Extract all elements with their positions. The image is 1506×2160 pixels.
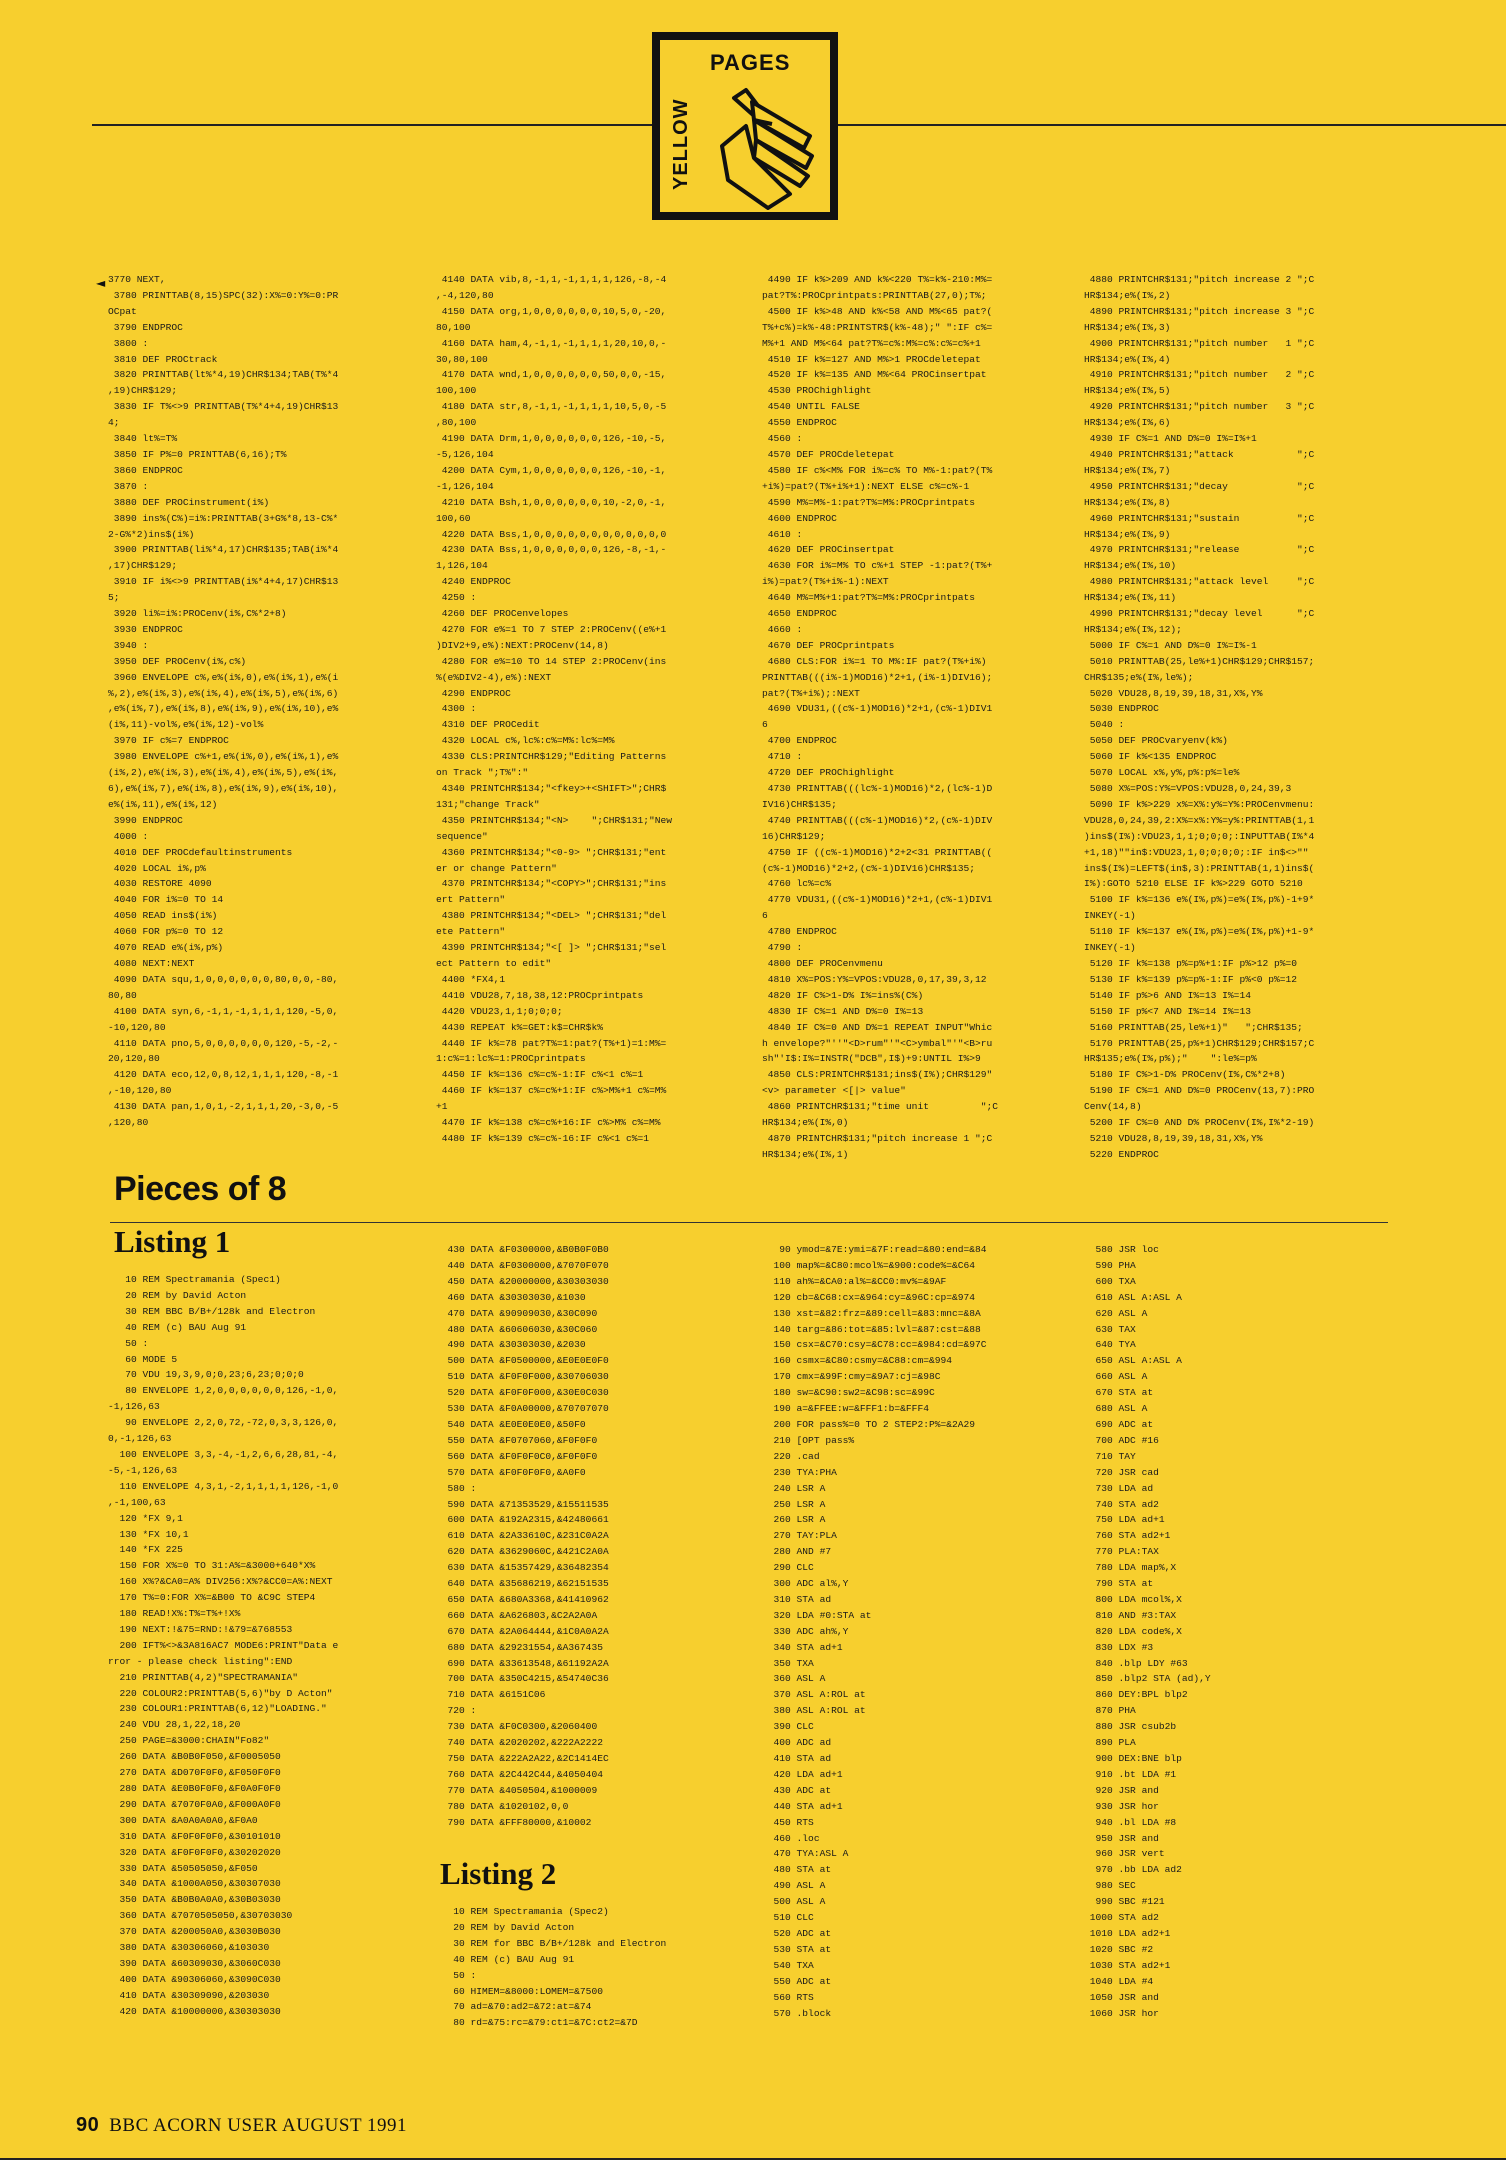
magazine-title: BBC ACORN USER AUGUST 1991 (109, 2115, 407, 2136)
badge-panel (660, 40, 830, 212)
listing-column-2: 4140 DATA vib,8,-1,1,-1,1,1,1,126,-8,-4 ,-4,120,80 4150 DATA org,1,0,0,0,0,0,0,10,5,0,-20, 80,100 4160 DATA ham,4,-1,1,-1,1,1,1,20,10,0,- 30,80,100 4170 DATA wnd,1,0,0,0,0,0,0,50,0,0,-15, 100,100 4180 DATA str,8,-1,1,-1,1,1,1,10,5,0,-5 ,80,100 4190 DATA Drm,1,0,0,0,0,0,0,126,-10,-5, -5,126,104 4200 DATA Cym,1,0,0,0,0,0,0,126,-10,-1, -1,126,104 4210 DATA Bsh,1,0,0,0,0,0,0,10,-2,0,-1, 100,60 4220 DATA Bss,1,0,0,0,0,0,0,0,0,0,0,0,0 4230 DATA Bss,1,0,0,0,0,0,0,126,-8,-1,- 1,126,104 4240 ENDPROC 4250 : 4260 DEF PROCenvelopes 4270 FOR e%=1 TO 7 STEP 2:PROCenv((e%+1 )DIV2+9,e%):NEXT:PROCenv(14,8) 4280 FOR e%=10 TO 14 STEP 2:PROCenv(ins %(e%DIV2-4),e%):NEXT 4290 ENDPROC 4300 : 4310 DEF PROCedit 4320 LOCAL c%,lc%:c%=M%:lc%=M% 4330 CLS:PRINTCHR$129;"Editing Patterns on Track ";T%":" 4340 PRINTCHR$134;"<fkey>+<SHIFT>";CHR$ 131;"change Track" 4350 PRINTCHR$134;"<N> ";CHR$131;"New sequence" 4360 PRINTCHR$134;"<0-9> ";CHR$131;"ent er or change Pattern" 4370 PRINTCHR$134;"<COPY>";CHR$131;"ins ert Pattern" 4380 PRINTCHR$134;"<DEL> ";CHR$131;"del ete Pattern" 4390 PRINTCHR$134;"<[ ]> ";CHR$131;"sel ect Pattern to edit" 4400 *FX4,1 4410 VDU28,7,18,38,12:PROCprintpats 4420 VDU23,1,1;0;0;0; 4430 REPEAT k%=GET:k$=CHR$k% 4440 IF k%=78 pat?T%=1:pat?(T%+1)=1:M%= 1:c%=1:lc%=1:PROCprintpats 4450 IF k%=136 c%=c%-1:IF c%<1 c%=1 4460 IF k%=137 c%=c%+1:IF c%>M%+1 c%=M% +1 4470 IF k%=138 c%=c%+16:IF c%>M% c%=M% 4480 IF k%=139 c%=c%-16:IF c%<1 c%=1 (436, 274, 673, 1144)
listing-column-4: 4880 PRINTCHR$131;"pitch increase 2 ";C HR$134;e%(I%,2) 4890 PRINTCHR$131;"pitch increase 3 ";C HR$134;e%(I%,3) 4900 PRINTCHR$131;"pitch number 1 ";C HR$134;e%(I%,4) 4910 PRINTCHR$131;"pitch number 2 ";C HR$134;e%(I%,5) 4920 PRINTCHR$131;"pitch number 3 ";C HR$134;e%(I%,6) 4930 IF C%=1 AND D%=0 I%=I%+1 4940 PRINTCHR$131;"attack ";C HR$134;e%(I%,7) 4950 PRINTCHR$131;"decay ";C HR$134;e%(I%,8) 4960 PRINTCHR$131;"sustain ";C HR$134;e%(I%,9) 4970 PRINTCHR$131;"release ";C HR$134;e%(I%,10) 4980 PRINTCHR$131;"attack level ";C HR$134;e%(I%,11) 4990 PRINTCHR$131;"decay level ";C HR$134;e%(I%,12); 5000 IF C%=1 AND D%=0 I%=I%-1 5010 PRINTTAB(25,le%+1)CHR$129;CHR$157; CHR$135;e%(I%,le%); 5020 VDU28,8,19,39,18,31,X%,Y% 5030 ENDPROC 5040 : 5050 DEF PROCvaryenv(k%) 5060 IF k%<135 ENDPROC 5070 LOCAL x%,y%,p%:p%=le% 5080 X%=POS:Y%=VPOS:VDU28,0,24,39,3 5090 IF k%>229 x%=X%:y%=Y%:PROCenvmenu: VDU28,0,24,39,2:X%=x%:Y%=y%:PRINTTAB(1,1 )ins$(I%):VDU23,1,1;0;0;0;:INPUTTAB(I%*4 +1,18)""in$:VDU23,1,0;0;0;0;:IF in$<>"" ins$(I%)=LEFT$(in$,3):PRINTTAB(1,1)ins$( I%):GOTO 5210 ELSE IF k%>229 GOTO 5210 5100 IF k%=136 e%(I%,p%)=e%(I%,p%)-1+9* INKEY(-1) 5110 IF k%=137 e%(I%,p%)=e%(I%,p%)+1-9* INKEY(-1) 5120 IF k%=138 p%=p%+1:IF p%>12 p%=0 5130 IF k%=139 p%=p%-1:IF p%<0 p%=12 5140 IF p%>6 AND I%=13 I%=14 5150 IF p%<7 AND I%=14 I%=13 5160 PRINTTAB(25,le%+1)" ";CHR$135; 5170 PRINTTAB(25,p%+1)CHR$129;CHR$157;C HR$135;e%(I%,p%);" ":le%=p% 5180 IF C%>1-D% PROCenv(I%,C%*2+8) 5190 IF C%=1 AND D%=0 PROCenv(13,7):PRO Cenv(14,8) 5200 IF C%=0 AND D% PROCenv(I%,I%*2-19) 5210 VDU28,8,19,39,18,31,X%,Y% 5220 ENDPROC (1084, 274, 1315, 1160)
listing-column-6: 580 JSR loc 590 PHA 600 TXA 610 ASL A:ASL A 620 ASL A 630 TAX 640 TYA 650 ASL A:ASL A 660 ASL A 670 STA at 680 ASL A 690 ADC at 700 ADC #16 710 TAY 720 JSR cad 730 LDA ad 740 STA ad2 750 LDA ad+1 760 STA ad2+1 770 PLA:TAX 780 LDA map%,X 790 STA at 800 LDA mcol%,X 810 AND #3:TAX 820 LDA code%,X 830 LDX #3 840 .blp LDY #63 850 .blp2 STA (ad),Y 860 DEY:BPL blp2 870 PHA 880 JSR csub2b 890 PLA 900 DEX:BNE blp 910 .bt LDA #1 920 JSR and 930 JSR hor 940 .bl LDA #8 950 JSR and 960 JSR vert 970 .bb LDA ad2 980 SEC 990 SBC #121 1000 STA ad2 1010 LDA ad2+1 1020 SBC #2 1030 STA ad2+1 1040 LDA #4 1050 JSR and 1060 JSR hor (1089, 1244, 1211, 2019)
listing-1-column-1: 10 REM Spectramania (Spec1) 20 REM by David Acton 30 REM BBC B/B+/128k and Electron 40 REM (c) BAU Aug 91 50 : 60 MODE 5 70 VDU 19,3,9,0;0,23;6,23;0;0;0 80 ENVELOPE 1,2,0,0,0,0,0,0,126,-1,0, -1,126,63 90 ENVELOPE 2,2,0,72,-72,0,3,3,126,0, 0,-1,126,63 100 ENVELOPE 3,3,-4,-1,2,6,6,28,81,-4, -5,-1,126,63 110 ENVELOPE 4,3,1,-2,1,1,1,1,126,-1,0 ,-1,100,63 120 *FX 9,1 130 *FX 10,1 140 *FX 225 150 FOR X%=0 TO 31:A%=&3000+640*X% 160 X%?&CA0=A% DIV256:X%?&CC0=A%:NEXT 170 T%=0:FOR X%=&B00 TO &C9C STEP4 180 READ!X%:T%=T%+!X% 190 NEXT:!&75=RND:!&79=&768553 200 IFT%<>&3A816AC7 MODE6:PRINT"Data e rror - please check listing":END 210 PRINTTAB(4,2)"SPECTRAMANIA" 220 COLOUR2:PRINTTAB(5,6)"by D Acton" 230 COLOUR1:PRINTTAB(6,12)"LOADING." 240 VDU 28,1,22,18,20 250 PAGE=&3000:CHAIN"Fo82" 260 DATA &B0B0F050,&F0005050 270 DATA &D070F0F0,&F050F0F0 280 DATA &E0B0F0F0,&F0A0F0F0 290 DATA &7070F0A0,&F000A0F0 300 DATA &A0A0A0A0,&F0A0 310 DATA &F0F0F0F0,&30101010 320 DATA &F0F0F0F0,&30202020 330 DATA &50505050,&F050 340 DATA &1000A050,&30307030 350 DATA &B0B0A0A0,&30B03030 360 DATA &7070505050,&30703030 370 DATA &200050A0,&3030B030 380 DATA &30306060,&103030 390 DATA &60309030,&3060C030 400 DATA &90306060,&3090C030 410 DATA &30309090,&203030 420 DATA &10000000,&30303030 (108, 1274, 339, 2017)
pointing-hand-icon (694, 76, 828, 210)
listing-2-heading: Listing 2 (440, 1856, 557, 1891)
yellow-pages-badge (652, 32, 838, 220)
arrow-marker-icon: ◄ (96, 276, 106, 290)
page-footer (76, 2114, 407, 2137)
listing-column-5: 90 ymod=&7E:ymi=&7F:read=&80:end=&84 100 map%=&C80:mcol%=&900:code%=&C64 110 ah%=&CA0:al%=&CC0:mv%=&9AF 120 cb=&C68:cx=&964:cy=&96C:cp=&974 130 xst=&82:frz=&89:cell=&83:mnc=&8A 140 targ=&86:tot=&85:lvl=&87:cst=&88 150 csx=&C70:csy=&C78:cc=&984:cd=&97C 160 csmx=&C80:csmy=&C88:cm=&994 170 cmx=&99F:cmy=&9A7:cj=&98C 180 sw=&C90:sw2=&C98:sc=&99C 190 a=&FFEE:w=&FFF1:b=&FFF4 200 FOR pass%=0 TO 2 STEP2:P%=&2A29 210 [OPT pass% 220 .cad 230 TYA:PHA 240 LSR A 250 LSR A 260 LSR A 270 TAY:PLA 280 AND #7 290 CLC 300 ADC al%,Y 310 STA ad 320 LDA #0:STA at 330 ADC ah%,Y 340 STA ad+1 350 TXA 360 ASL A 370 ASL A:ROL at 380 ASL A:ROL at 390 CLC 400 ADC ad 410 STA ad 420 LDA ad+1 430 ADC at 440 STA ad+1 450 RTS 460 .loc 470 TYA:ASL A 480 STA at 490 ASL A 500 ASL A 510 CLC 520 ADC at 530 STA at 540 TXA 550 ADC at 560 RTS 570 .block (773, 1244, 987, 2019)
section-rule (110, 1222, 1388, 1223)
listing-2-code: 10 REM Spectramania (Spec2) 20 REM by David Acton 30 REM for BBC B/B+/128k and Electron 40 REM (c) BAU Aug 91 50 : 60 HIMEM=&8000:LOMEM=&7500 70 ad=&70:ad2=&72:at=&74 80 rd=&75:rc=&79:ct1=&7C:ct2=&7D (453, 1906, 667, 2029)
listing-1-column-2: 430 DATA &F0300000,&B0B0F0B0 440 DATA &F0300000,&7070F070 450 DATA &20000000,&30303030 460 DATA &30303030,&1030 470 DATA &90909030,&30C090 480 DATA &60606030,&30C060 490 DATA &30303030,&2030 500 DATA &F0500000,&E0E0E0F0 510 DATA &F0F0F000,&30706030 520 DATA &F0F0F000,&30E0C030 530 DATA &F0A00000,&70707070 540 DATA &E0E0E0E0,&50F0 550 DATA &F0707060,&F0F0F0 560 DATA &F0F0F0C0,&F0F0F0 570 DATA &F0F0F0F0,&A0F0 580 : 590 DATA &71353529,&15511535 600 DATA &192A2315,&42480661 610 DATA &2A33610C,&231C0A2A 620 DATA &3629060C,&421C2A0A 630 DATA &15357429,&36482354 640 DATA &35686219,&62151535 650 DATA &680A3368,&41410962 660 DATA &A626803,&C2A2A0A 670 DATA &2A064444,&1C0A0A2A 680 DATA &29231554,&A367435 690 DATA &33613548,&61192A2A 700 DATA &350C4215,&54740C36 710 DATA &6151C06 720 : 730 DATA &F0C0300,&2060400 740 DATA &2020202,&222A2222 750 DATA &222A2A22,&2C1414EC 760 DATA &2C442C44,&4050404 770 DATA &4050504,&1000009 780 DATA &1020102,0,0 790 DATA &FFF80000,&10002 (447, 1244, 609, 1828)
listing-column-1: 3770 NEXT, 3780 PRINTTAB(8,15)SPC(32):X%=0:Y%=0:PR OCpat 3790 ENDPROC 3800 : 3810 DEF PROCtrack 3820 PRINTTAB(lt%*4,19)CHR$134;TAB(T%*4 ,19)CHR$129; 3830 IF T%<>9 PRINTTAB(T%*4+4,19)CHR$13 4; 3840 lt%=T% 3850 IF P%=0 PRINTTAB(6,16);T% 3860 ENDPROC 3870 : 3880 DEF PROCinstrument(i%) 3890 ins%(C%)=i%:PRINTTAB(3+G%*8,13-C%* 2-G%*2)ins$(i%) 3900 PRINTTAB(li%*4,17)CHR$135;TAB(i%*4 ,17)CHR$129; 3910 IF i%<>9 PRINTTAB(i%*4+4,17)CHR$13 5; 3920 li%=i%:PROCenv(i%,C%*2+8) 3930 ENDPROC 3940 : 3950 DEF PROCenv(i%,c%) 3960 ENVELOPE c%,e%(i%,0),e%(i%,1),e%(i %,2),e%(i%,3),e%(i%,4),e%(i%,5),e%(i%,6) ,e%(i%,7),e%(i%,8),e%(i%,9),e%(i%,10),e% (i%,11)-vol%,e%(i%,12)-vol% 3970 IF c%=7 ENDPROC 3980 ENVELOPE c%+1,e%(i%,0),e%(i%,1),e% (i%,2),e%(i%,3),e%(i%,4),e%(i%,5),e%(i%, 6),e%(i%,7),e%(i%,8),e%(i%,9),e%(i%,10), e%(i%,11),e%(i%,12) 3990 ENDPROC 4000 : 4010 DEF PROCdefaultinstruments 4020 LOCAL i%,p% 4030 RESTORE 4090 4040 FOR i%=0 TO 14 4050 READ ins$(i%) 4060 FOR p%=0 TO 12 4070 READ e%(i%,p%) 4080 NEXT:NEXT 4090 DATA squ,1,0,0,0,0,0,0,80,0,0,-80, 80,80 4100 DATA syn,6,-1,1,-1,1,1,1,120,-5,0, -10,120,80 4110 DATA pno,5,0,0,0,0,0,0,120,-5,-2,- 20,120,80 4120 DATA eco,12,0,8,12,1,1,1,120,-8,-1 ,-10,120,80 4130 DATA pan,1,0,1,-2,1,1,1,20,-3,0,-5 ,120,80 (108, 274, 339, 1129)
badge-pages-label: PAGES (710, 50, 791, 75)
listing-1-heading: Listing 1 (114, 1224, 231, 1259)
listing-column-3: 4490 IF k%>209 AND k%<220 T%=k%-210:M%= pat?T%:PROCprintpats:PRINTTAB(27,0);T%; 4500 IF k%>48 AND k%<58 AND M%<65 pat?( T%+c%)=k%-48:PRINTSTR$(k%-48);" ":IF c%= M%+1 AND M%<64 pat?T%=c%:M%=c%:c%=c%+1 4510 IF k%=127 AND M%>1 PROCdeletepat 4520 IF k%=135 AND M%<64 PROCinsertpat 4530 PROChighlight 4540 UNTIL FALSE 4550 ENDPROC 4560 : 4570 DEF PROCdeletepat 4580 IF c%<M% FOR i%=c% TO M%-1:pat?(T% +i%)=pat?(T%+i%+1):NEXT ELSE c%=c%-1 4590 M%=M%-1:pat?T%=M%:PROCprintpats 4600 ENDPROC 4610 : 4620 DEF PROCinsertpat 4630 FOR i%=M% TO c%+1 STEP -1:pat?(T%+ i%)=pat?(T%+i%-1):NEXT 4640 M%=M%+1:pat?T%=M%:PROCprintpats 4650 ENDPROC 4660 : 4670 DEF PROCprintpats 4680 CLS:FOR i%=1 TO M%:IF pat?(T%+i%) PRINTTAB(((i%-1)MOD16)*2+1,(i%-1)DIV16); pat?(T%+i%);:NEXT 4690 VDU31,((c%-1)MOD16)*2+1,(c%-1)DIV1 6 4700 ENDPROC 4710 : 4720 DEF PROChighlight 4730 PRINTTAB(((lc%-1)MOD16)*2,(lc%-1)D IV16)CHR$135; 4740 PRINTTAB(((c%-1)MOD16)*2,(c%-1)DIV 16)CHR$129; 4750 IF ((c%-1)MOD16)*2+2<31 PRINTTAB(( (c%-1)MOD16)*2+2,(c%-1)DIV16)CHR$135; 4760 lc%=c% 4770 VDU31,((c%-1)MOD16)*2+1,(c%-1)DIV1 6 4780 ENDPROC 4790 : 4800 DEF PROCenvmenu 4810 X%=POS:Y%=VPOS:VDU28,0,17,39,3,12 4820 IF C%>1-D% I%=ins%(C%) 4830 IF C%=1 AND D%=0 I%=13 4840 IF C%=0 AND D%=1 REPEAT INPUT"Whic h envelope?"''"<D>rum"'"<C>ymbal"'"<B>ru sh"'I$:I%=INSTR("DCB",I$)+9:UNTIL I%>9 4850 CLS:PRINTCHR$131;ins$(I%);CHR$129" <v> parameter <[|> value" 4860 PRINTCHR$131;"time unit ";C HR$134;e%(I%,0) 4870 PRINTCHR$131;"pitch increase 1 ";C HR$134;e%(I%,1) (762, 274, 999, 1160)
badge-yellow-label: YELLOW (670, 98, 692, 190)
article-title: Pieces of 8 (114, 1170, 287, 1208)
page-number: 90 (76, 2114, 100, 2136)
